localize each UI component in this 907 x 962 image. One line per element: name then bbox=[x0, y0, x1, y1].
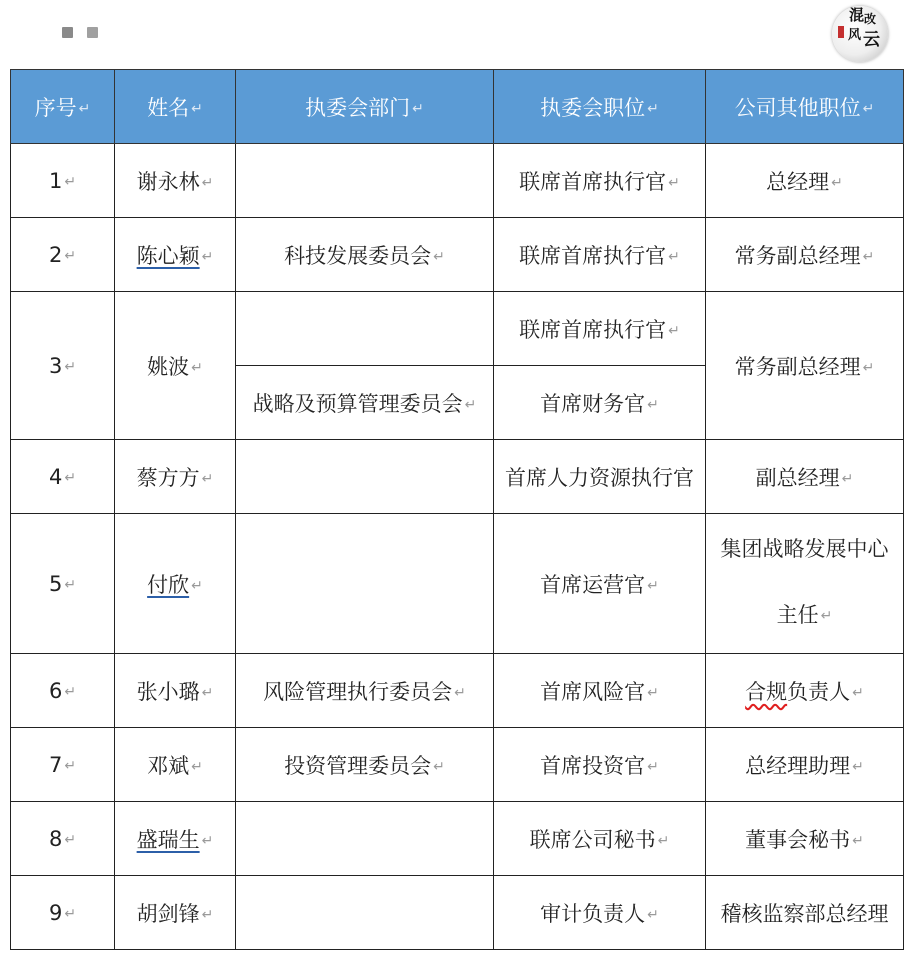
cell-name: 谢永林 ↵ bbox=[115, 144, 236, 218]
cell-dept: 科技发展委员会 ↵ bbox=[236, 218, 494, 292]
table-row bbox=[11, 802, 904, 876]
table-header-row bbox=[11, 70, 904, 144]
table-row bbox=[11, 144, 904, 218]
seal-icon bbox=[838, 26, 844, 38]
cell-position: 首席投资官 ↵ bbox=[494, 728, 706, 802]
cell-position: 联席公司秘书 ↵ bbox=[494, 802, 706, 876]
cell-dept: 投资管理委员会 ↵ bbox=[236, 728, 494, 802]
header-no: 序号 ↵ bbox=[11, 70, 115, 144]
table-row bbox=[11, 292, 904, 366]
cell-no: 8 ↵ bbox=[11, 802, 115, 876]
cell-name: 盛瑞生 ↵ bbox=[115, 802, 236, 876]
cell-position: 首席财务官 ↵ bbox=[494, 366, 706, 440]
brand-logo bbox=[832, 6, 888, 62]
cell-no: 1 ↵ bbox=[11, 144, 115, 218]
cell-no: 7 ↵ bbox=[11, 728, 115, 802]
cell-other-position: 稽核监察部总经理 bbox=[706, 876, 904, 950]
logo-char: 风 bbox=[848, 28, 862, 43]
header-other-position: 公司其他职位 ↵ bbox=[706, 70, 904, 144]
logo-char: 混 bbox=[849, 6, 865, 24]
cell-dept bbox=[236, 876, 494, 950]
cell-no: 2 ↵ bbox=[11, 218, 115, 292]
cell-other-position: 合规负责人 ↵ bbox=[706, 654, 904, 728]
cell-name: 邓斌 ↵ bbox=[115, 728, 236, 802]
logo-char: 云 bbox=[863, 30, 880, 50]
cell-no: 6 ↵ bbox=[11, 654, 115, 728]
cell-dept bbox=[236, 144, 494, 218]
cell-dept bbox=[236, 292, 494, 366]
cell-position: 审计负责人 ↵ bbox=[494, 876, 706, 950]
cell-no: 5 ↵ bbox=[11, 514, 115, 654]
header-name: 姓名 ↵ bbox=[115, 70, 236, 144]
executive-committee-table bbox=[10, 69, 904, 950]
table-row bbox=[11, 654, 904, 728]
cell-name: 陈心颖 ↵ bbox=[115, 218, 236, 292]
cell-name: 姚波 ↵ bbox=[115, 292, 236, 440]
table-row bbox=[11, 728, 904, 802]
table-row bbox=[11, 440, 904, 514]
cell-dept bbox=[236, 514, 494, 654]
header-position: 执委会职位 ↵ bbox=[494, 70, 706, 144]
header-dept: 执委会部门 ↵ bbox=[236, 70, 494, 144]
cell-other-position: 总经理助理 ↵ bbox=[706, 728, 904, 802]
cell-name: 蔡方方 ↵ bbox=[115, 440, 236, 514]
cell-no: 3 ↵ bbox=[11, 292, 115, 440]
cell-other-position: 集团战略发展中心 主任 ↵ bbox=[706, 514, 904, 654]
handle-icon bbox=[87, 27, 98, 38]
cell-no: 4 ↵ bbox=[11, 440, 115, 514]
logo-char: 改 bbox=[864, 12, 877, 26]
table-row bbox=[11, 218, 904, 292]
cell-dept: 风险管理执行委员会 ↵ bbox=[236, 654, 494, 728]
cell-position: 首席风险官 ↵ bbox=[494, 654, 706, 728]
handle-icon bbox=[62, 27, 73, 38]
cell-position: 首席人力资源执行官 bbox=[494, 440, 706, 514]
table-row bbox=[11, 876, 904, 950]
cell-position: 联席首席执行官 ↵ bbox=[494, 144, 706, 218]
document-toolbar bbox=[0, 0, 907, 68]
cell-other-position: 常务副总经理 ↵ bbox=[706, 292, 904, 440]
cell-position: 联席首席执行官 ↵ bbox=[494, 218, 706, 292]
cell-dept bbox=[236, 802, 494, 876]
cell-no: 9 ↵ bbox=[11, 876, 115, 950]
cell-name: 张小璐 ↵ bbox=[115, 654, 236, 728]
cell-dept bbox=[236, 440, 494, 514]
table-row bbox=[11, 514, 904, 654]
cell-other-position: 副总经理 ↵ bbox=[706, 440, 904, 514]
cell-position: 首席运营官 ↵ bbox=[494, 514, 706, 654]
cell-other-position: 总经理 ↵ bbox=[706, 144, 904, 218]
cell-name: 付欣 ↵ bbox=[115, 514, 236, 654]
cell-other-position: 董事会秘书 ↵ bbox=[706, 802, 904, 876]
cell-name: 胡剑锋 ↵ bbox=[115, 876, 236, 950]
cell-position: 联席首席执行官 ↵ bbox=[494, 292, 706, 366]
cell-dept: 战略及预算管理委员会 ↵ bbox=[236, 366, 494, 440]
cell-other-position: 常务副总经理 ↵ bbox=[706, 218, 904, 292]
